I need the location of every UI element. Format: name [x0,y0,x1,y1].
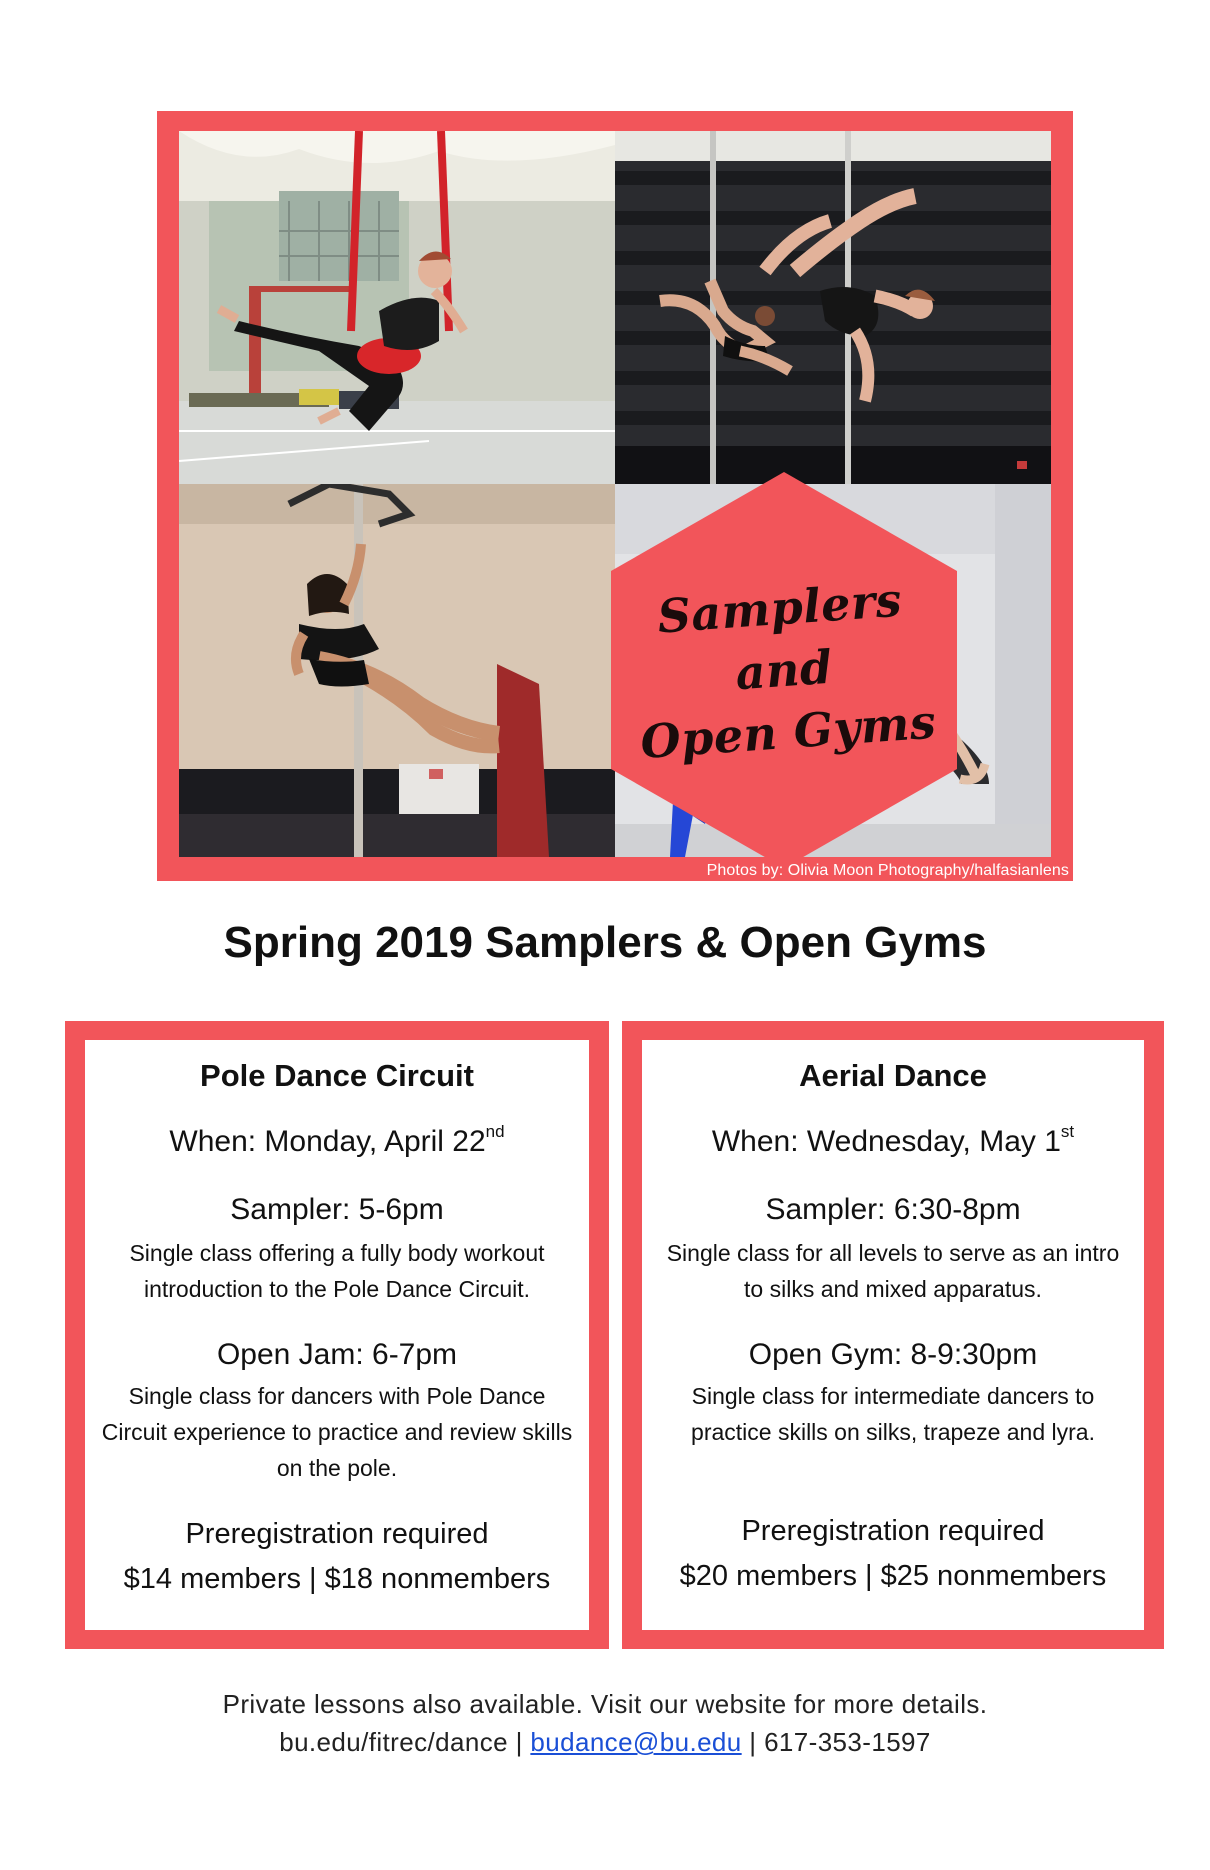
pricing: $14 members | $18 nonmembers [123,1563,551,1595]
open-session-time: Open Jam: 6-7pm [216,1338,458,1371]
photo-pole-duo [615,131,1051,484]
separator: | [749,1727,757,1757]
footer [0,1685,1210,1761]
phone-number: 617-353-1597 [764,1727,931,1757]
event-date-text: When: Wednesday, May 1 [711,1125,1061,1158]
event-date [642,1122,1144,1159]
photo-grid [179,131,1051,857]
open-session-time: Open Gym: 8-9:30pm [748,1338,1038,1371]
event-date-text: When: Monday, April 22 [169,1125,486,1158]
title-hexagon-badge [611,472,957,857]
hexagon-line-1: Samplers [655,572,904,644]
footer-private-lessons: Private lessons also available. Visit our website for more details. [222,1689,988,1719]
sampler-description: Single class for all levels to serve as an intro to silks and mixed apparatus. [666,1240,1120,1302]
sampler-description: Single class offering a fully body workout introduction to the Pole Dance Circuit. [129,1240,545,1302]
website-text: bu.edu/fitrec/dance [279,1727,508,1757]
hero-collage [157,111,1073,881]
photo-pole-solo [179,484,615,857]
pole-dance-box [65,1021,609,1649]
hexagon-line-2: and [733,639,835,701]
preregistration-note: Preregistration required [741,1515,1045,1547]
sampler-time: Sampler: 5-6pm [230,1193,444,1226]
photo-credit: Photos by: Olivia Moon Photography/halfasianlens [706,862,1069,879]
event-date-ordinal: nd [485,1122,505,1141]
open-session-description: Single class for dancers with Pole Dance Circuit experience to practice and review skills on the pole. [101,1383,573,1481]
photo-aerial-straps [179,131,615,484]
aerial-dance-box [622,1021,1164,1649]
pole-dance-box-content [85,1040,589,1630]
aerial-dance-box-content [642,1040,1144,1630]
preregistration-note: Preregistration required [185,1518,489,1550]
event-date-ordinal: st [1060,1122,1075,1141]
box-title: Pole Dance Circuit [200,1058,474,1093]
event-date [85,1122,589,1159]
open-session-description: Single class for intermediate dancers to practice skills on silks, trapeze and lyra. [691,1383,1095,1445]
email-link[interactable]: budance@bu.edu [530,1727,742,1757]
page-title: Spring 2019 Samplers & Open Gyms [223,918,987,967]
hexagon-script-title [598,460,971,857]
pricing: $20 members | $25 nonmembers [679,1560,1107,1592]
sampler-time: Sampler: 6:30-8pm [765,1193,1021,1226]
footer-contact-line [0,1723,1210,1761]
separator: | [515,1727,523,1757]
box-title: Aerial Dance [799,1058,987,1093]
hexagon-line-3: Open Gyms [638,694,938,770]
